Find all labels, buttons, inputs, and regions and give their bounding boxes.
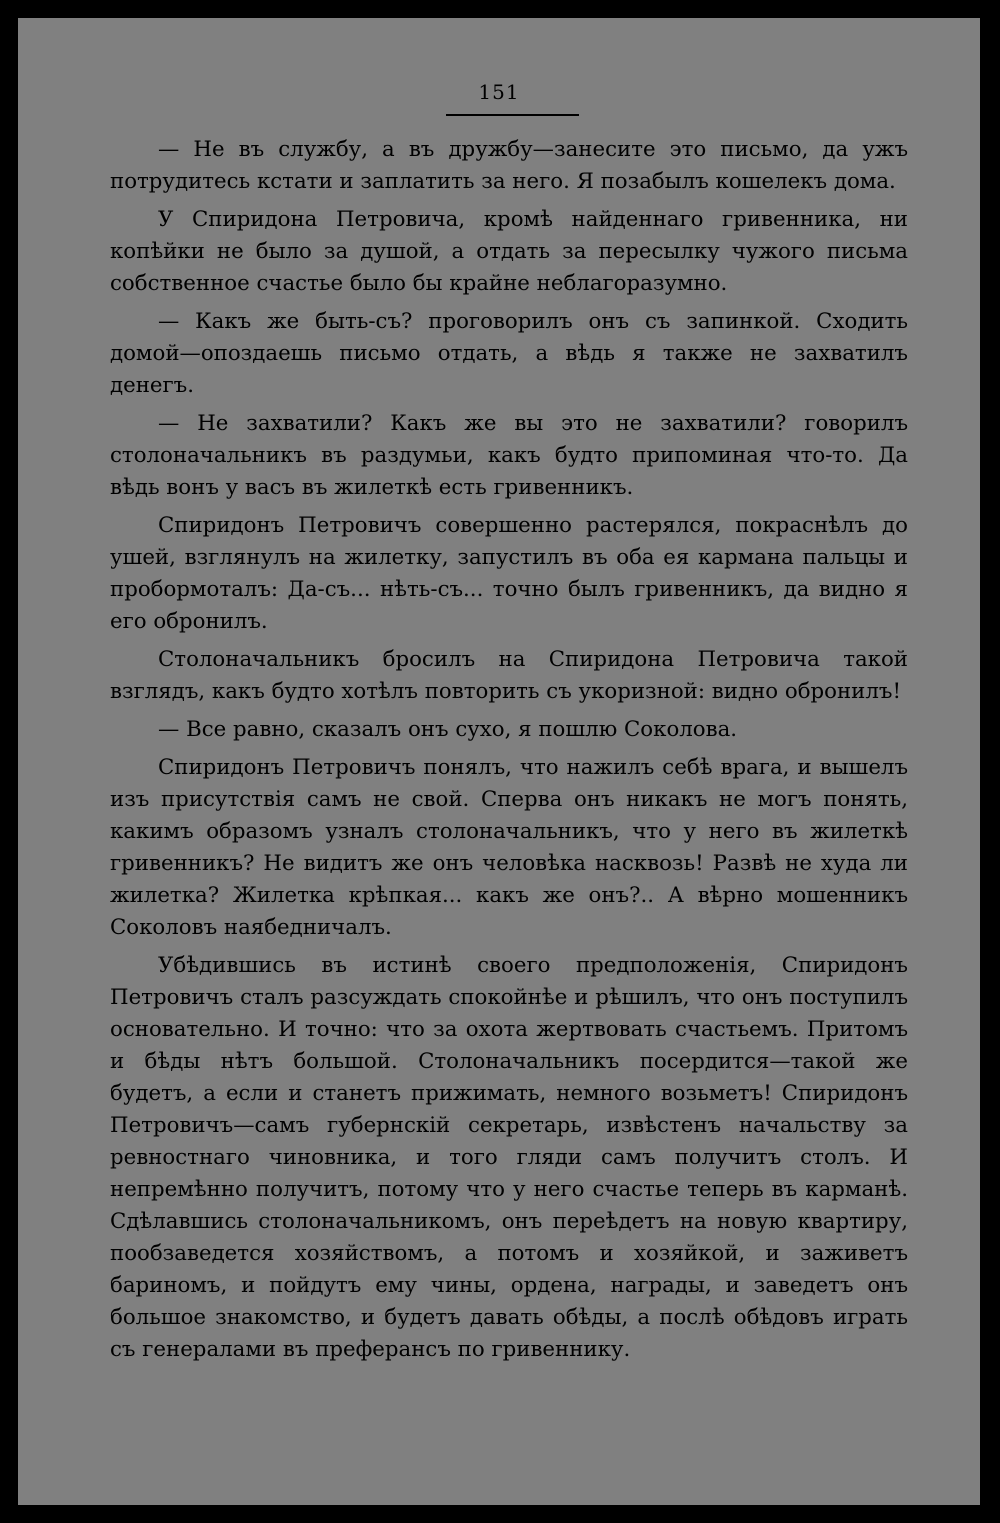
- paragraph: Спиридонъ Петровичъ понялъ, что нажилъ себѣ врага, и вышелъ изъ присутствія самъ не свой. Сперва онъ никакъ не могъ понять, какимъ образомъ узналъ столоначальникъ, что у него въ жилеткѣ гривенникъ? Не видитъ же онъ человѣка насквозь! Развѣ не худа ли жилетка? Жилетка крѣпкая... какъ же онъ?.. А вѣрно мошенникъ Соколовъ наябедничалъ.: [110, 755, 908, 940]
- paragraph: Спиридонъ Петровичъ совершенно растерялся, покраснѣлъ до ушей, взглянулъ на жилетку, запустилъ въ оба ея кармана пальцы и пробормоталъ: Да-съ... нѣть-съ... точно былъ гривенникъ, да видно я его обронилъ.: [110, 513, 908, 634]
- paragraph: — Не захватили? Какъ же вы это не захватили? говорилъ столоначальникъ въ раздумьи, какъ будто припоминая что-то. Да вѣдь вонъ у васъ въ жилеткѣ есть гривенникъ.: [110, 411, 908, 500]
- paragraph: — Не въ службу, а въ дружбу—занесите это письмо, да ужъ потрудитесь кстати и заплатить за него. Я позабылъ кошелекъ дома.: [110, 137, 908, 194]
- page-number: 151: [478, 80, 520, 104]
- paragraph: Убѣдившись въ истинѣ своего предположенія, Спиридонъ Петровичъ сталъ разсуждать спокойнѣе и рѣшилъ, что онъ поступилъ основательно. И точно: что за охота жертвовать счастьемъ. Притомъ и бѣды нѣтъ большой. Столоначальникъ посердится—такой же будетъ, а если и станетъ прижимать, немного возьметъ! Спиридонъ Петровичъ—самъ губернскій секретарь, извѣстенъ начальству за ревностнаго чиновника, и того гляди самъ получитъ столъ. И непремѣнно получитъ, потому что у него счастье теперь въ карманѣ. Сдѣлавшись столоначальникомъ, онъ переѣдетъ на новую квартиру, пообзаведется хозяйствомъ, а потомъ и хозяйкой, и заживетъ бариномъ, и пойдутъ ему чины, ордена, награды, и заведетъ онъ большое знакомство, и будетъ давать обѣды, а послѣ обѣдовъ играть съ генералами въ преферансъ по гривеннику.: [110, 953, 908, 1362]
- book-page: [18, 18, 980, 1505]
- paragraph: У Спиридона Петровича, кромѣ найденнаго гривенника, ни копѣйки не было за душой, а отдать за пересылку чужого письма собственное счастье было бы крайне неблагоразумно.: [110, 207, 908, 296]
- page-number-rule: [446, 114, 579, 116]
- paragraph: — Какъ же быть-съ? проговорилъ онъ съ запинкой. Сходить домой—опоздаешь письмо отдать, а вѣдь я также не захватилъ денегъ.: [110, 309, 908, 398]
- page-text: [110, 134, 908, 1372]
- paragraph: — Все равно, сказалъ онъ сухо, я пошлю Соколова.: [158, 717, 738, 742]
- paragraph: Столоначальникъ бросилъ на Спиридона Петровича такой взглядъ, какъ будто хотѣлъ повторить съ укоризной: видно обронилъ!: [110, 647, 908, 704]
